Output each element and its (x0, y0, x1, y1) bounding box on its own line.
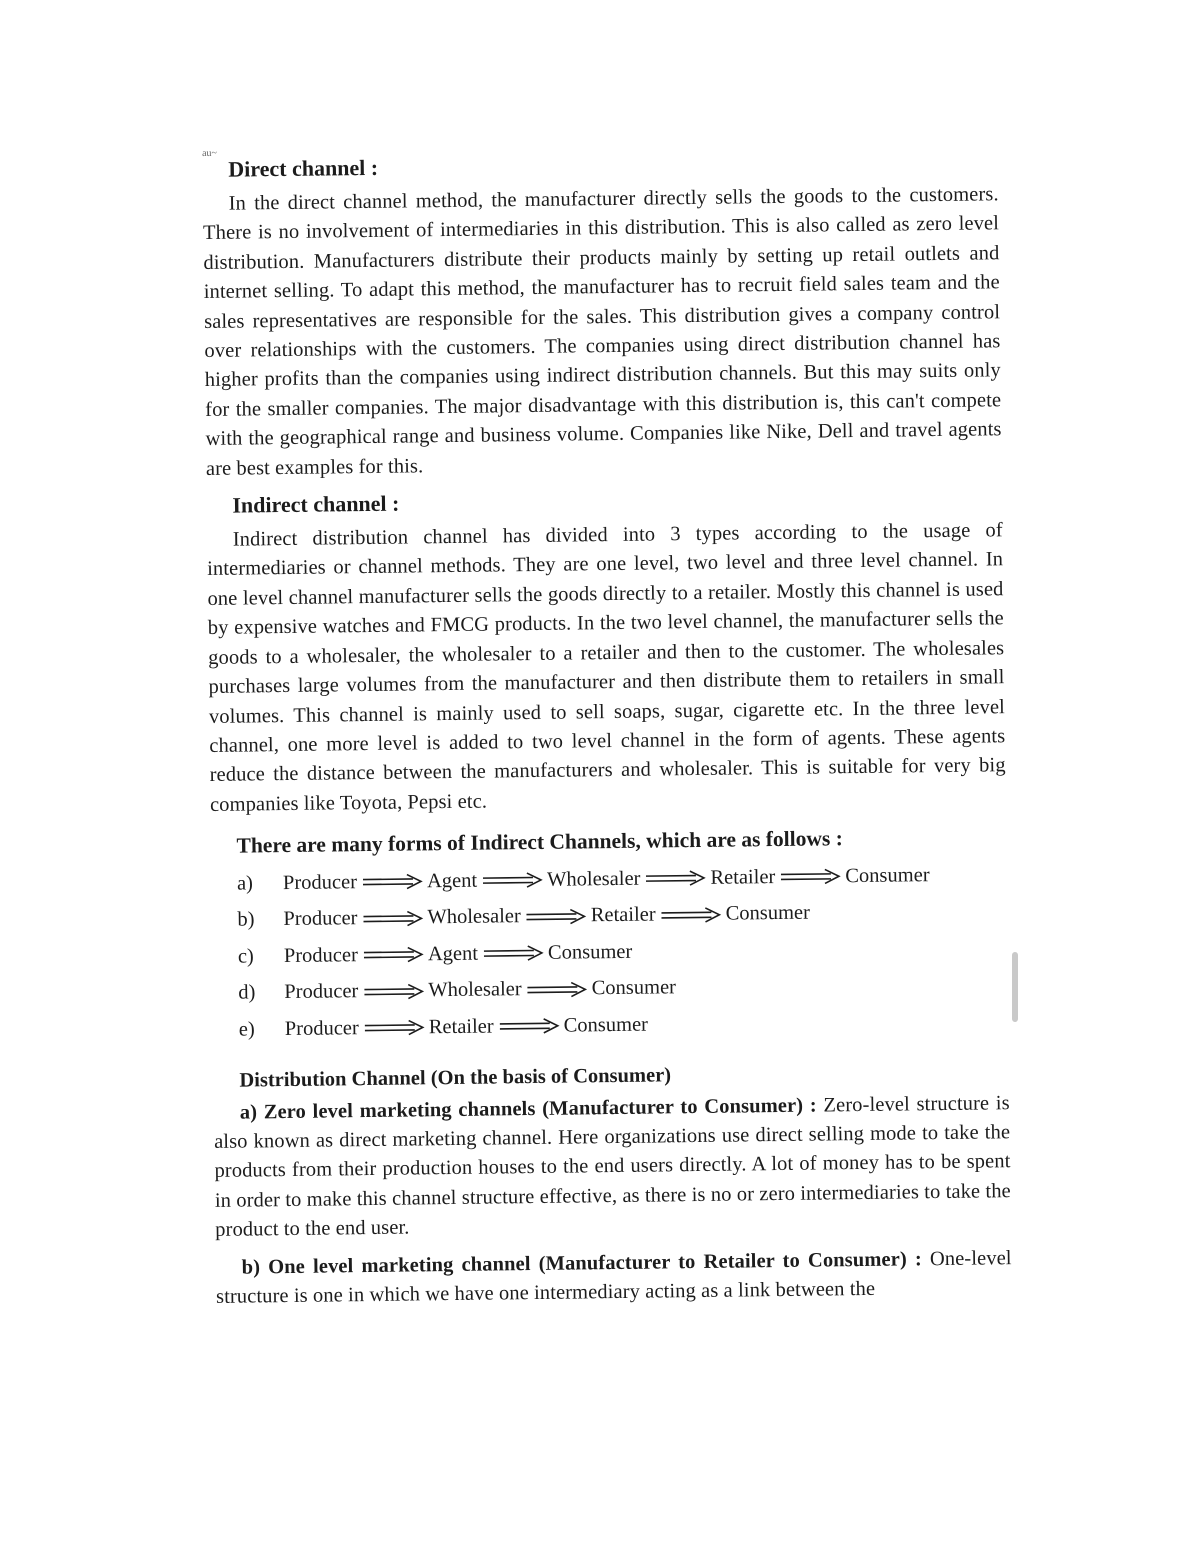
form-step: Consumer (563, 1013, 649, 1037)
form-row-letter: a) (236, 872, 254, 895)
double-right-arrow-icon (781, 869, 841, 886)
form-step: Agent (427, 942, 479, 966)
indirect-forms-list (237, 856, 1009, 1048)
form-step: Wholesaler (546, 867, 641, 891)
double-right-arrow-icon (527, 908, 587, 925)
one-level-title: b) One level marketing channel (Manufacturer to Retailer to Consumer) : (241, 1247, 922, 1279)
one-level-paragraph (216, 1244, 1013, 1313)
indirect-channel-heading: Indirect channel : (232, 490, 400, 518)
zero-level-text: Zero-level structure is also known as direct marketing channel. Here organizations use direct selling mode to take the products from their production houses to the end users directly. A lot of money has to be spent in order to make this channel structure effective, as there is no or zero intermediaries to take the product to the end user. (214, 1091, 1011, 1242)
double-right-arrow-icon (365, 1020, 425, 1037)
form-step: Producer (284, 980, 359, 1004)
document-page (202, 138, 1013, 1398)
zero-level-title: a) Zero level marketing channels (Manufacturer to Consumer) : (239, 1094, 817, 1124)
double-right-arrow-icon (646, 870, 706, 887)
form-step: Retailer (590, 903, 656, 927)
double-right-arrow-icon (364, 983, 424, 1000)
direct-channel-heading: Direct channel : (228, 154, 379, 182)
zero-level-paragraph (214, 1089, 1012, 1246)
double-right-arrow-icon (500, 1018, 560, 1035)
double-right-arrow-icon (364, 947, 424, 964)
double-right-arrow-icon (484, 945, 544, 962)
form-step: Producer (284, 1017, 359, 1040)
form-step: Wholesaler (427, 905, 521, 929)
consumer-basis-heading: Distribution Channel (On the basis of Consumer) (239, 1063, 672, 1092)
form-step: Retailer (428, 1015, 494, 1039)
form-step: Producer (283, 907, 358, 931)
form-step: Consumer (591, 976, 677, 1000)
page-mark: au~ (202, 147, 217, 159)
form-step: Consumer (725, 902, 811, 926)
form-step: Agent (426, 869, 478, 893)
double-right-arrow-icon (363, 910, 423, 927)
form-step: Consumer (547, 940, 633, 964)
form-row-letter: c) (237, 945, 254, 968)
scrollbar-thumb[interactable] (1012, 952, 1018, 1022)
double-right-arrow-icon (528, 981, 588, 998)
form-step: Retailer (710, 865, 776, 889)
indirect-channel-paragraph: Indirect distribution channel has divided into 3 types according to the usage of intermediaries or channel methods. They are one level, two level and three level channel. In one level channel manufacturer sells the goods directly to a retailer. Mostly this channel is used by expensive watches and FMCG products. In the two level channel, the manufacturer sells the goods to a wholesaler, the wholesaler to a retailer and then to the customer. The wholesales purchases large volumes from the manufacturer and then distribute them to retailers in small volumes. This channel is mainly used to sell soaps, sugar, cigarette etc. In the three level channel, one more level is added to two level channel in the form of agents. These agents reduce the distance between the manufacturers and wholesaler. This is suitable for very big companies like Toyota, Pepsi etc. (207, 519, 1006, 816)
form-step: Producer (283, 944, 359, 967)
form-row-letter: b) (237, 908, 255, 931)
one-level-text: One-level structure is one in which we have one intermediary acting as a link between the (215, 1246, 1012, 1308)
form-step: Consumer (845, 864, 930, 888)
form-step: Producer (282, 871, 358, 894)
double-right-arrow-icon (363, 874, 423, 891)
direct-channel-paragraph: In the direct channel method, the manufacturer directly sells the goods to the customers. There is no involvement of intermediaries in this distribution. This is also called as zero level distribution. Manufacturers distribute their products mainly by setting up retail outlets and internet selling. To adapt this method, the manufacturer has to recruit field sales team and the sales representatives are responsible for the sales. This distribution gives a company control over relationships with the customers. The companies using direct distribution channel has higher profits than the companies using indirect distribution channels. But this may suits only for the smaller companies. The major disadvantage with this distribution is, this can't compete with the geographical range and business volume. Companies like Nike, Dell and travel agents are best examples for this. (202, 183, 1002, 480)
form-row-letter: e) (238, 1018, 255, 1041)
form-row-letter: d) (238, 981, 256, 1004)
double-right-arrow-icon (483, 872, 543, 889)
indirect-forms-heading: There are many forms of Indirect Channels, which are as follows : (236, 826, 843, 858)
double-right-arrow-icon (662, 907, 722, 924)
form-step: Wholesaler (428, 978, 522, 1002)
